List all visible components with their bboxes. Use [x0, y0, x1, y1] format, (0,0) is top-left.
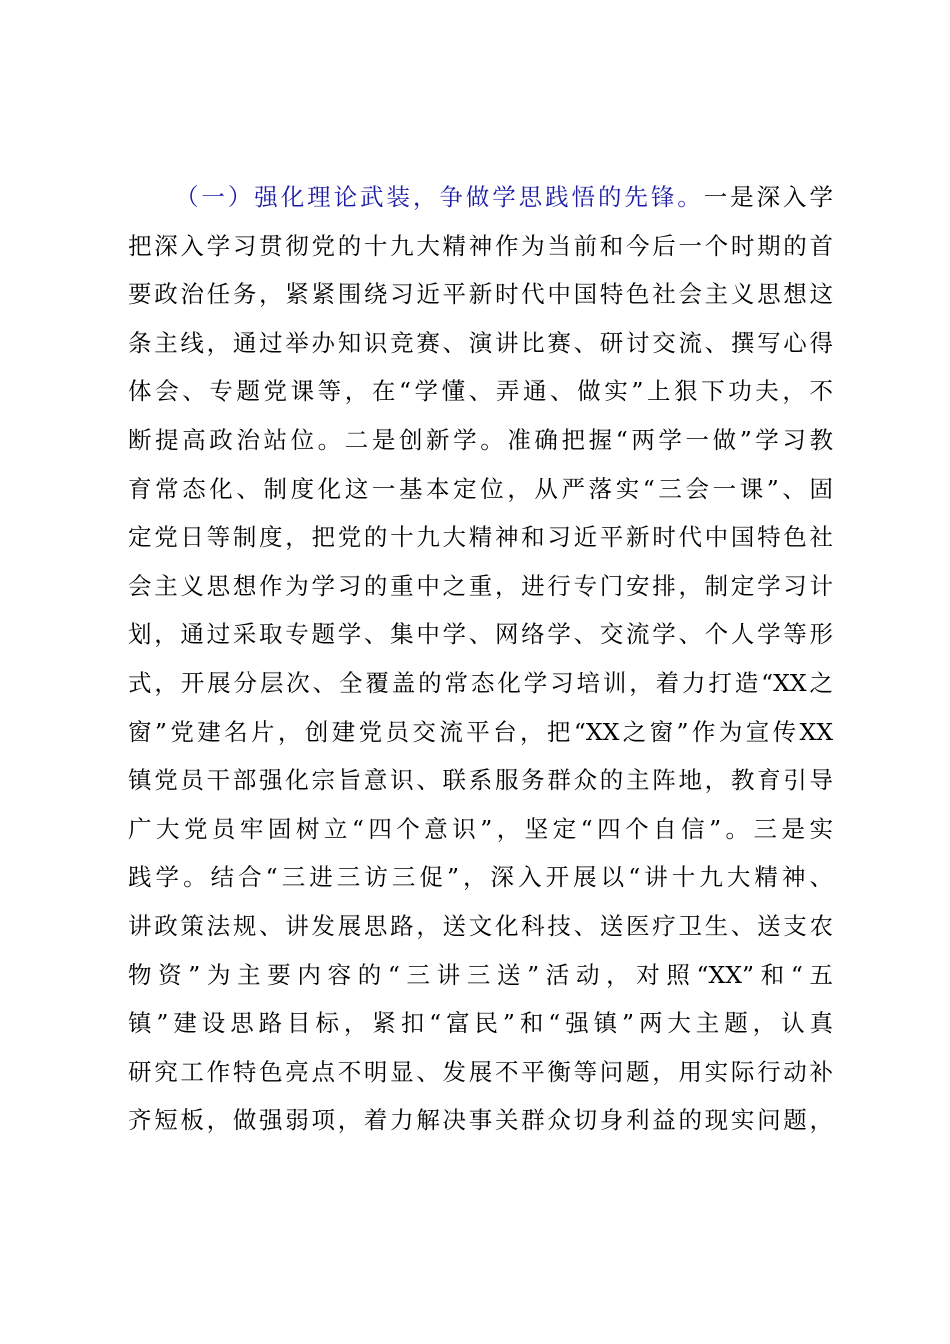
text-line: 物资”为主要内容的“三讲三送”活动，对照“XX”和“五 — [128, 960, 833, 989]
text-line: 镇”建设思路目标，紧扣“富民”和“强镇”两大主题，认真 — [128, 1009, 833, 1038]
text-line: 践学。结合“三进三访三促”，深入开展以“讲十九大精神、 — [128, 863, 833, 892]
text-line: 条主线，通过举办知识竞赛、演讲比赛、研讨交流、撰写心得 — [128, 328, 833, 357]
section-heading: （一）强化理论武装，争做学思践悟的先锋。 — [175, 183, 704, 211]
text-line: 会主义思想作为学习的重中之重，进行专门安排，制定学习计 — [128, 571, 833, 600]
text-line: 讲政策法规、讲发展思路，送文化科技、送医疗卫生、送支农 — [128, 911, 833, 940]
text-line: 要政治任务，紧紧围绕习近平新时代中国特色社会主义思想这 — [128, 280, 833, 309]
text-line: 划，通过采取专题学、集中学、网络学、交流学、个人学等形 — [128, 620, 833, 649]
text-line: 研究工作特色亮点不明显、发展不平衡等问题，用实际行动补 — [128, 1057, 833, 1086]
text-line: 体会、专题党课等，在“学懂、弄通、做实”上狠下功夫，不 — [128, 377, 833, 406]
text-line: 一是深入学 — [703, 183, 833, 211]
text-line: 育常态化、制度化这一基本定位，从严落实“三会一课”、固 — [128, 474, 833, 503]
text-line: 把深入学习贯彻党的十九大精神作为当前和今后一个时期的首 — [128, 231, 833, 260]
text-line: 式，开展分层次、全覆盖的常态化学习培训，着力打造“XX之 — [128, 668, 833, 697]
text-line: 齐短板，做强弱项，着力解决事关群众切身利益的现实问题， — [128, 1106, 833, 1135]
text-line: 窗”党建名片，创建党员交流平台，把“XX之窗”作为宣传XX — [128, 717, 833, 746]
text-line: 广大党员牢固树立“四个意识”，坚定“四个自信”。三是实 — [128, 814, 833, 843]
text-line: 断提高政治站位。二是创新学。准确把握“两学一做”学习教 — [128, 425, 833, 454]
text-line: 镇党员干部强化宗旨意识、联系服务群众的主阵地，教育引导 — [128, 766, 833, 795]
text-line: 定党日等制度，把党的十九大精神和习近平新时代中国特色社 — [128, 523, 833, 552]
paragraph-first-line — [128, 173, 833, 222]
body-text — [128, 173, 833, 1145]
